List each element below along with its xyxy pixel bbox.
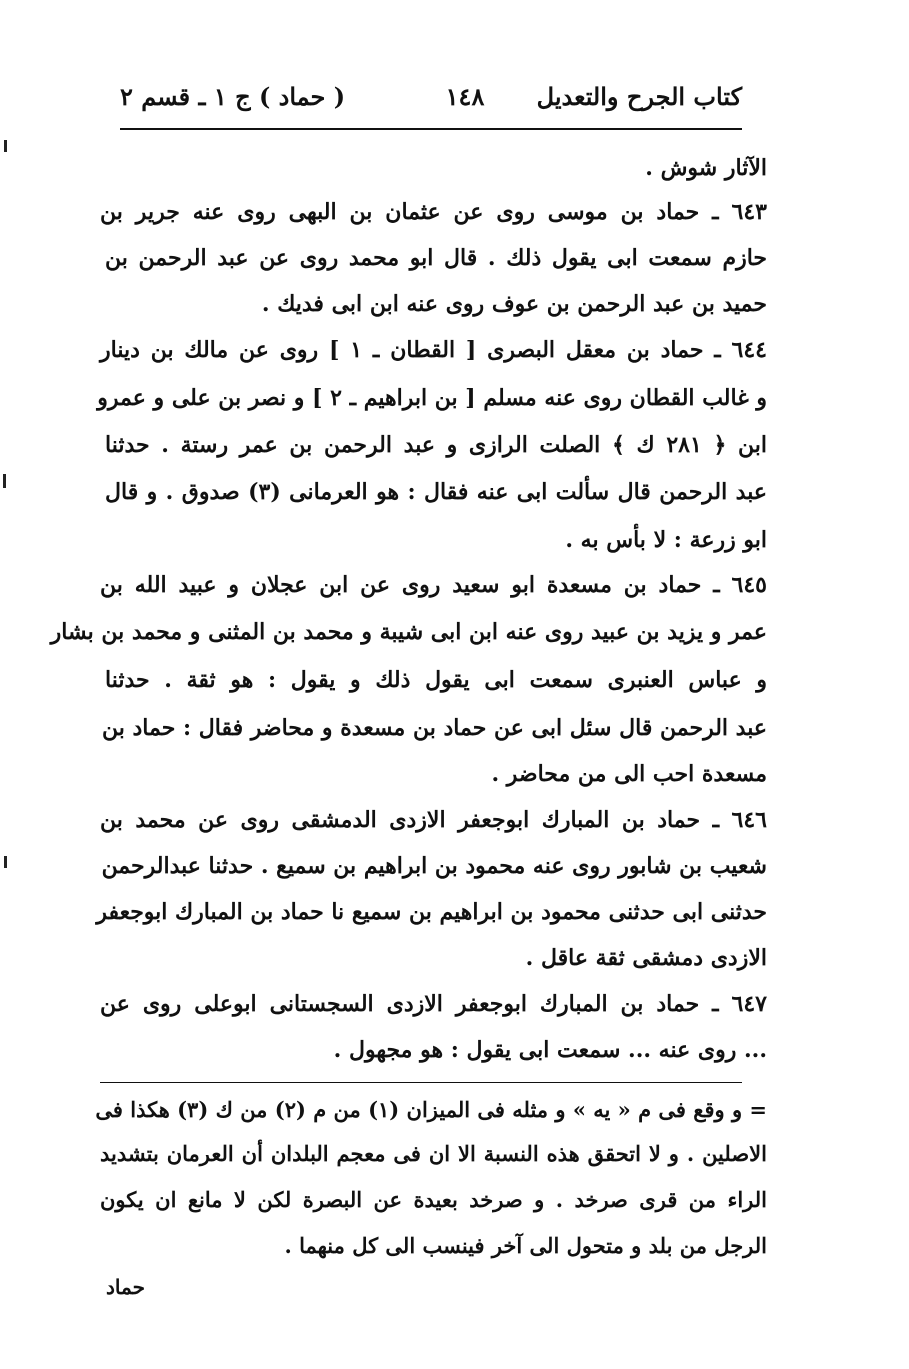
text-line: و عباس العنبرى سمعت ابى يقول ذلك و يقول : هو ثقة . حدثنا	[105, 667, 767, 693]
text-line: شعيب بن شابور روى عنه محمود بن ابراهيم بن سميع . حدثنا عبدالرحمن	[101, 853, 767, 879]
text-line: عبد الرحمن قال سئل ابى عن حماد بن مسعدة و محاضر فقال : حماد بن	[101, 715, 767, 741]
text-line: مسعدة احب الى من محاضر .	[491, 761, 767, 787]
book-title: كتاب الجرح والتعديل	[536, 82, 742, 111]
text-line: الازدى دمشقى ثقة عاقل .	[525, 945, 767, 971]
footnote-line: الاصلين . و لا اتحقق هذه النسبة الا ان فى معجم البلدان أن العرمان بتشديد	[100, 1141, 767, 1166]
catchword: حماد	[106, 1275, 145, 1299]
footnote-line: الرجل من بلد و متحول الى آخر فينسب الى كل منهما .	[284, 1233, 767, 1258]
text-line: عمر و يزيد بن عبيد روى عنه ابن ابى شيبة و محمد بن المثنى و محمد بن بشار	[50, 619, 767, 645]
text-line: عبد الرحمن قال سألت ابى عنه فقال : هو العرمانى (٣) صدوق . و قال	[105, 479, 767, 505]
page-number: ١٤٨	[445, 82, 485, 111]
section-label: ( حماد ) ج ١ ـ قسم ٢	[120, 82, 346, 111]
entry-646-line: ٦٤٦ ـ حماد بن المبارك ابوجعفر الازدى الدمشقى روى عن محمد بن	[100, 807, 767, 833]
header-rule	[120, 128, 742, 130]
page-header	[120, 78, 742, 122]
scan-margin-mark	[4, 856, 7, 868]
text-line: حميد بن عبد الرحمن بن عوف روى عنه ابن ابى فديك .	[261, 291, 767, 317]
entry-644-line: ٦٤٤ ـ حماد بن معقل البصرى [ القطان ـ ١ ] روى عن مالك بن دينار	[100, 337, 767, 363]
footnote-line: = و وقع فى م « يه » و مثله فى الميزان (١) من م (٢) من ك (٣) هكذا فى	[95, 1097, 767, 1122]
scan-margin-mark	[3, 474, 6, 488]
text-line: ابو زرعة : لا بأس به .	[565, 527, 767, 553]
text-line: الآثار شوش .	[645, 155, 767, 181]
entry-643-line: ٦٤٣ ـ حماد بن موسى روى عن عثمان بن البهى روى عنه جرير بن	[100, 199, 767, 225]
text-line: ابن ﴿ ٢٨١ ك ﴾ الصلت الرازى و عبد الرحمن بن عمر رستة . حدثنا	[105, 432, 767, 458]
text-line: ... روى عنه ... سمعت ابى يقول : هو مجهول .	[333, 1037, 767, 1063]
footnote-line: الراء من قرى صرخد . و صرخد بعيدة عن البصرة لكن لا مانع ان يكون	[100, 1187, 767, 1212]
footnote-rule	[100, 1082, 742, 1083]
entry-645-line: ٦٤٥ ـ حماد بن مسعدة ابو سعيد روى عن ابن عجلان و عبيد الله بن	[100, 572, 767, 598]
text-line: حدثنى ابى حدثنى محمود بن ابراهيم بن سميع نا حماد بن المبارك ابوجعفر	[96, 899, 767, 925]
scan-margin-mark	[4, 140, 7, 152]
entry-647-line: ٦٤٧ ـ حماد بن المبارك ابوجعفر الازدى السجستانى ابوعلى روى عن	[100, 991, 767, 1017]
text-line: حازم سمعت ابى يقول ذلك . قال ابو محمد روى عن عبد الرحمن بن	[105, 245, 767, 271]
text-line: و غالب القطان روى عنه مسلم [ بن ابراهيم ـ ٢ ] و نصر بن على و عمرو	[97, 385, 767, 411]
